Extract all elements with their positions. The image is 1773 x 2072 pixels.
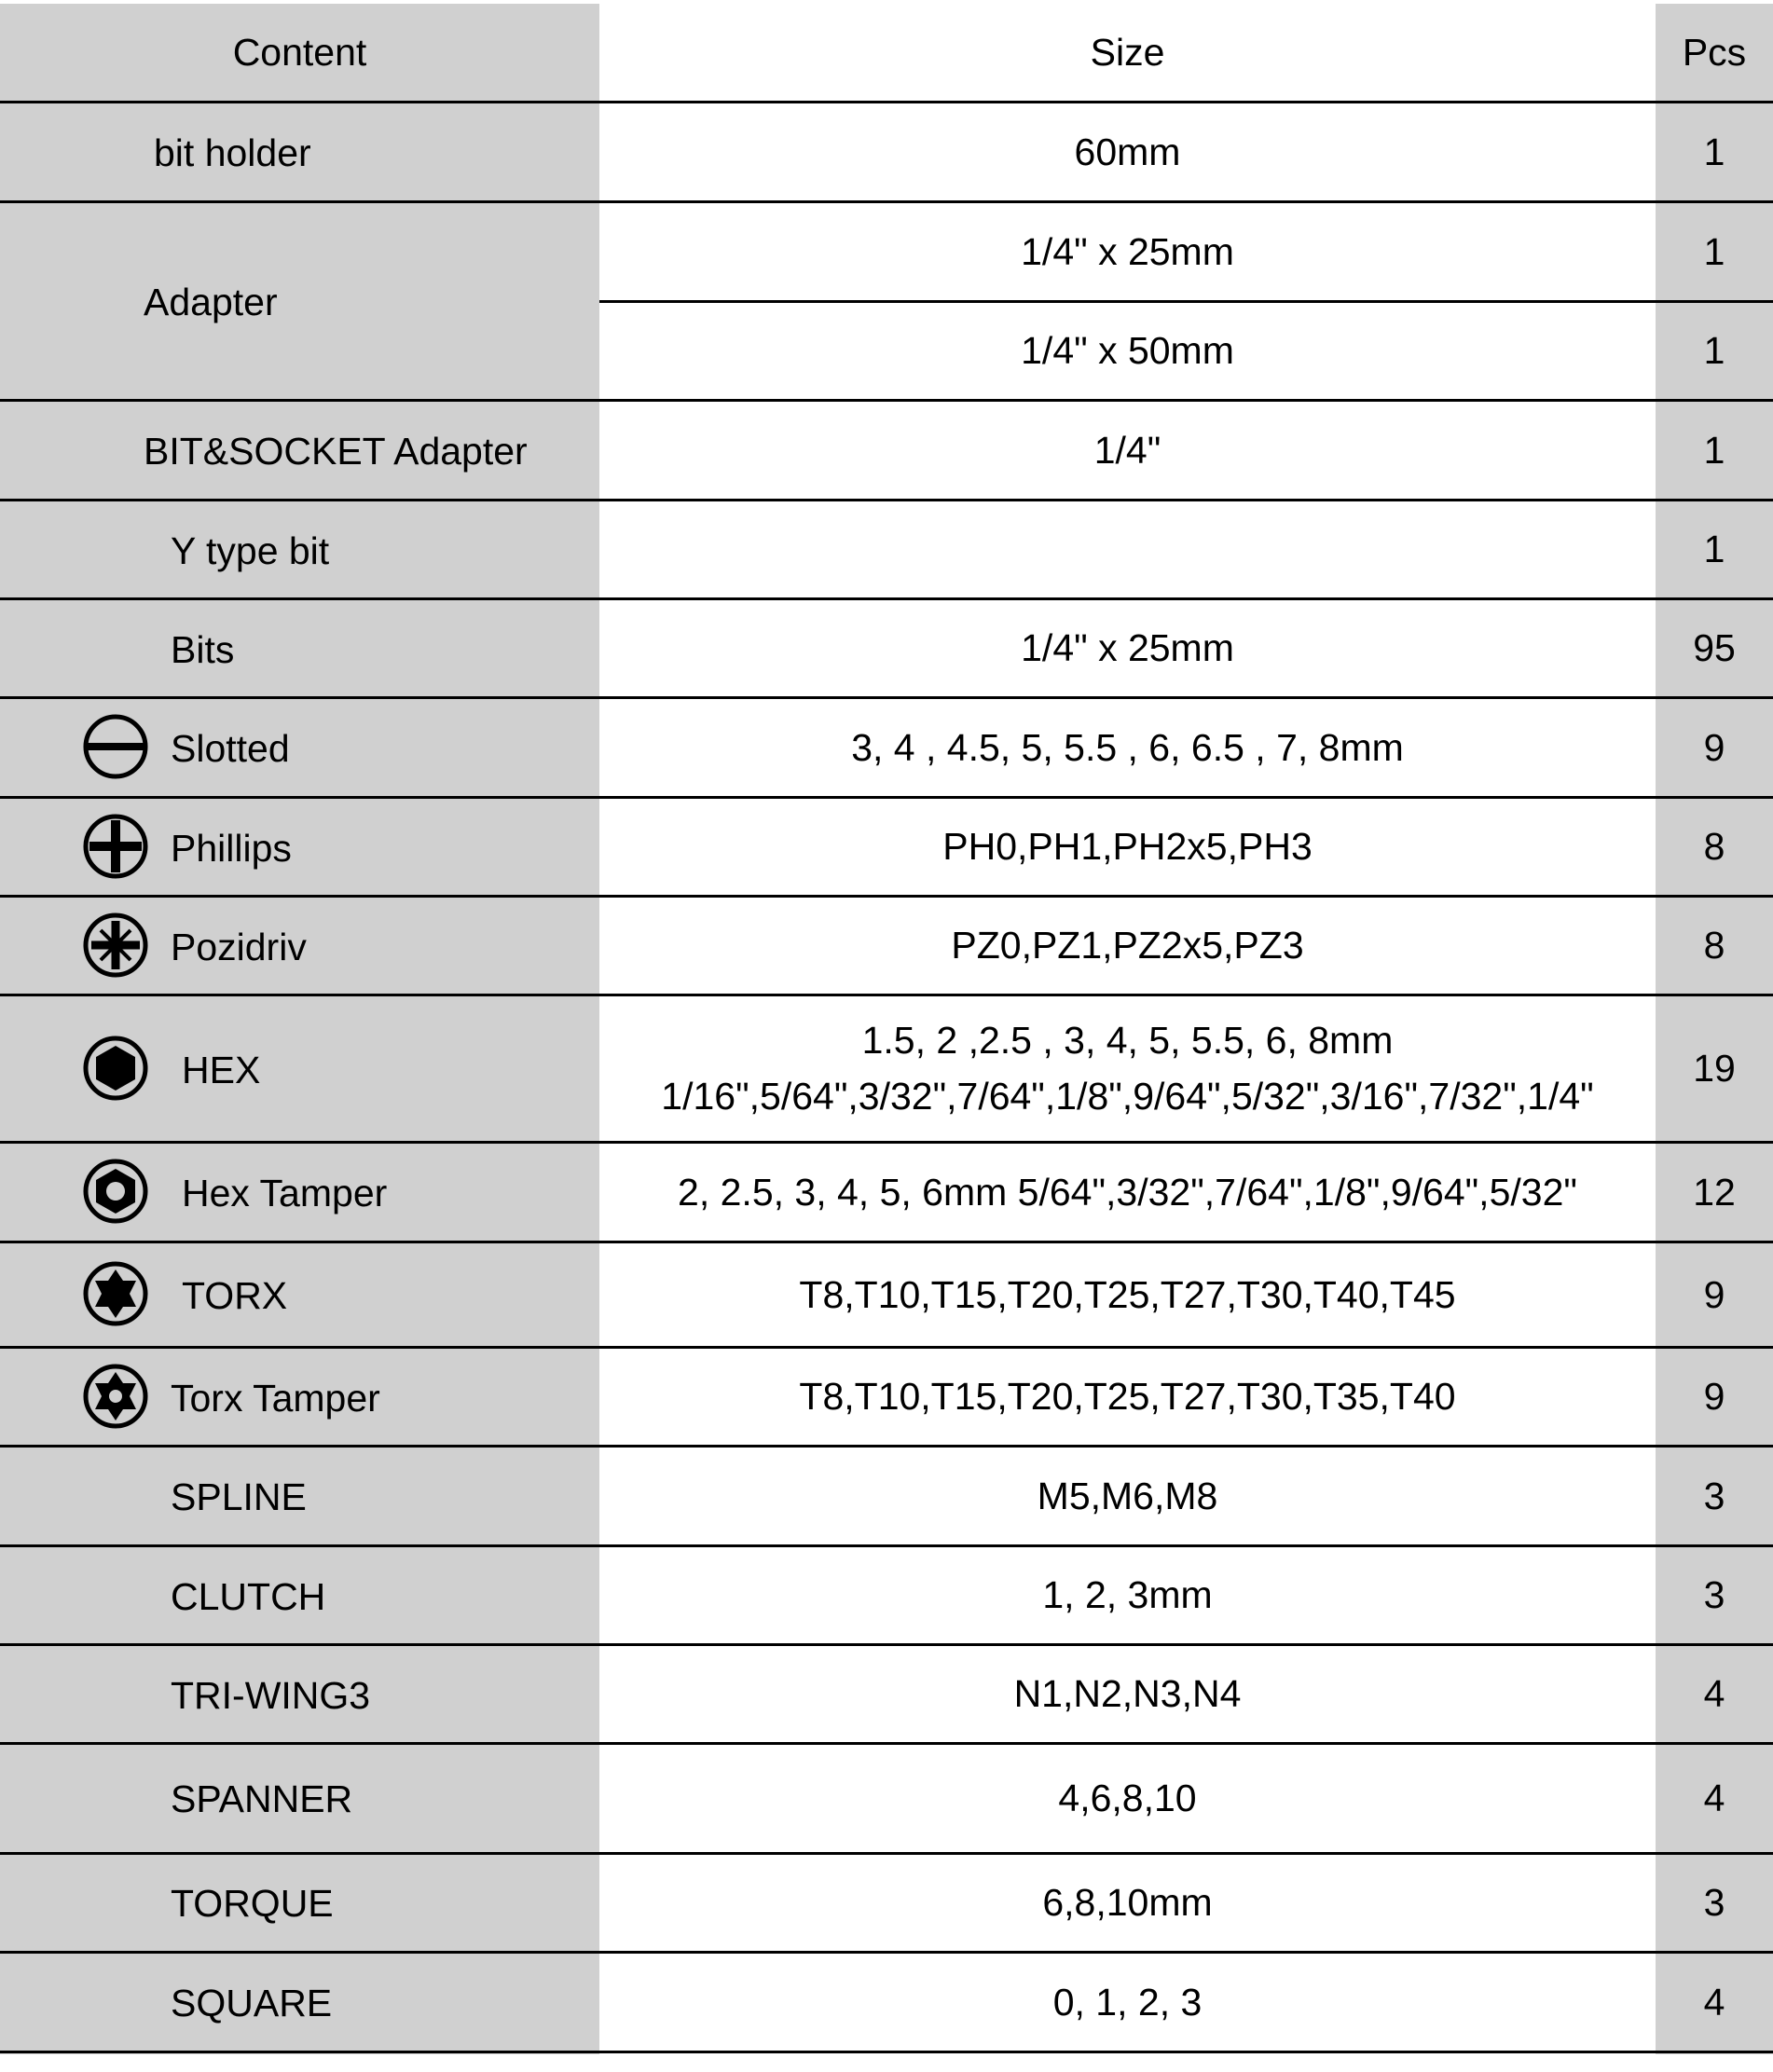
- row-size: [599, 799, 1656, 895]
- torx-tamper-icon: [82, 1363, 149, 1430]
- size-text: 0, 1, 2, 3: [1052, 1980, 1203, 2024]
- row-content: Slotted: [171, 727, 290, 770]
- size-text: 60mm: [1074, 130, 1181, 173]
- row-pcs: [1656, 303, 1773, 399]
- pcs-text: 1: [1703, 229, 1725, 273]
- row-size: [599, 303, 1656, 399]
- size-text: 1/4": [1093, 428, 1161, 472]
- phillips-icon: [82, 813, 149, 880]
- size-text: T8,T10,T15,T20,T25,T27,T30,T35,T40: [799, 1375, 1456, 1418]
- pcs-text: 95: [1693, 626, 1736, 669]
- pcs-text: 1: [1703, 130, 1725, 173]
- size-text: 2, 2.5, 3, 4, 5, 6mm 5/64",3/32",7/64",1/8",9/64",5/32": [678, 1170, 1577, 1214]
- size-text: 1/4" x 25mm: [1021, 626, 1234, 669]
- pcs-text: 9: [1703, 1272, 1725, 1316]
- row-size: [599, 501, 1656, 597]
- row-content: Phillips: [171, 827, 292, 870]
- pcs-text: 4: [1703, 1980, 1725, 2024]
- pcs-text: 12: [1693, 1170, 1736, 1214]
- row-content: TRI-WING3: [171, 1674, 371, 1717]
- row-pcs: [1656, 501, 1773, 597]
- row-pcs: [1656, 103, 1773, 200]
- row-content: BIT&SOCKET Adapter: [144, 430, 528, 473]
- size-text-line1: 1.5, 2 ,2.5 , 3, 4, 5, 5.5, 6, 8mm: [861, 1019, 1394, 1063]
- header-content: [0, 4, 599, 101]
- header-content-label: Content: [232, 30, 367, 74]
- row-size: [599, 600, 1656, 696]
- header-size: [599, 4, 1656, 101]
- header-size-label: Size: [1090, 30, 1165, 74]
- row-content: CLUTCH: [171, 1575, 326, 1618]
- torx-icon: [82, 1260, 149, 1327]
- pcs-text: 4: [1703, 1777, 1725, 1819]
- row-pcs: [1656, 1954, 1773, 2051]
- row-content: SPLINE: [171, 1475, 307, 1518]
- row-content: TORQUE: [171, 1882, 334, 1925]
- row-content: SPANNER: [171, 1777, 353, 1820]
- pcs-text: 9: [1703, 725, 1725, 769]
- size-text-line2: 1/16",5/64",3/32",7/64",1/8",9/64",5/32",3/16",7/32",1/4": [661, 1074, 1594, 1118]
- pcs-text: 19: [1693, 1047, 1736, 1090]
- row-content: HEX: [182, 1049, 261, 1091]
- size-text: PZ0,PZ1,PZ2x5,PZ3: [951, 924, 1304, 967]
- content-column-shade: [0, 4, 599, 2054]
- header-pcs: [1656, 4, 1773, 101]
- row-content: Pozidriv: [171, 926, 307, 968]
- row-content: bit holder: [154, 131, 311, 174]
- row-pcs: [1656, 699, 1773, 796]
- row-size: [599, 1954, 1656, 2051]
- pcs-text: 3: [1703, 1881, 1725, 1924]
- size-text: M5,M6,M8: [1037, 1474, 1218, 1517]
- row-pcs: [1656, 898, 1773, 994]
- row-content: Adapter: [144, 281, 278, 323]
- row-size: [599, 1243, 1656, 1346]
- row-pcs: [1656, 402, 1773, 499]
- hex-icon: [82, 1035, 149, 1102]
- row-size: [599, 402, 1656, 499]
- row-divider: [0, 2051, 1773, 2053]
- row-size: [599, 898, 1656, 994]
- row-pcs: [1656, 1547, 1773, 1643]
- row-size: [599, 996, 1656, 1141]
- row-size: [599, 1144, 1656, 1241]
- row-pcs: [1656, 1448, 1773, 1544]
- row-pcs: [1656, 1243, 1773, 1346]
- pcs-text: 3: [1703, 1573, 1725, 1616]
- row-pcs: [1656, 203, 1773, 300]
- pozidriv-icon: [82, 912, 149, 979]
- row-size: [599, 699, 1656, 796]
- row-content: SQUARE: [171, 1982, 333, 2024]
- row-pcs: [1656, 1745, 1773, 1852]
- pcs-text: 1: [1703, 329, 1725, 372]
- row-content: Y type bit: [171, 529, 330, 572]
- row-size: [599, 1547, 1656, 1643]
- row-pcs: [1656, 1144, 1773, 1241]
- size-text: 1/4" x 50mm: [1021, 329, 1234, 372]
- pcs-text: 9: [1703, 1375, 1725, 1418]
- row-pcs: [1656, 1349, 1773, 1445]
- row-size: [599, 1448, 1656, 1544]
- pcs-text: 8: [1703, 924, 1725, 967]
- size-text: 6,8,10mm: [1042, 1881, 1213, 1924]
- row-pcs: [1656, 799, 1773, 895]
- row-content: Bits: [171, 628, 235, 671]
- row-size: [599, 203, 1656, 300]
- pcs-text: 1: [1703, 428, 1725, 472]
- size-text: 4,6,8,10: [1058, 1777, 1197, 1819]
- pcs-text: 4: [1703, 1672, 1725, 1715]
- pcs-text: 3: [1703, 1474, 1725, 1517]
- size-text: 3, 4 , 4.5, 5, 5.5 , 6, 6.5 , 7, 8mm: [851, 725, 1404, 769]
- size-text: 1/4" x 25mm: [1021, 229, 1234, 273]
- slotted-icon: [82, 713, 149, 780]
- row-content: Hex Tamper: [182, 1172, 388, 1214]
- size-text: 1, 2, 3mm: [1042, 1573, 1213, 1616]
- pcs-text: 8: [1703, 825, 1725, 868]
- row-pcs: [1656, 996, 1773, 1141]
- row-content: Torx Tamper: [171, 1377, 380, 1420]
- size-text: PH0,PH1,PH2x5,PH3: [942, 825, 1313, 868]
- row-size: [599, 1855, 1656, 1951]
- pcs-text: 1: [1703, 528, 1725, 570]
- header-pcs-label: Pcs: [1682, 30, 1747, 74]
- row-pcs: [1656, 1855, 1773, 1951]
- row-size: [599, 1646, 1656, 1742]
- row-content: TORX: [182, 1274, 288, 1317]
- size-text: T8,T10,T15,T20,T25,T27,T30,T40,T45: [799, 1272, 1456, 1316]
- row-size: [599, 1745, 1656, 1852]
- size-text: N1,N2,N3,N4: [1013, 1672, 1242, 1715]
- hex-tamper-icon: [82, 1158, 149, 1225]
- row-size: [599, 1349, 1656, 1445]
- row-pcs: [1656, 600, 1773, 696]
- row-size: [599, 103, 1656, 200]
- row-pcs: [1656, 1646, 1773, 1742]
